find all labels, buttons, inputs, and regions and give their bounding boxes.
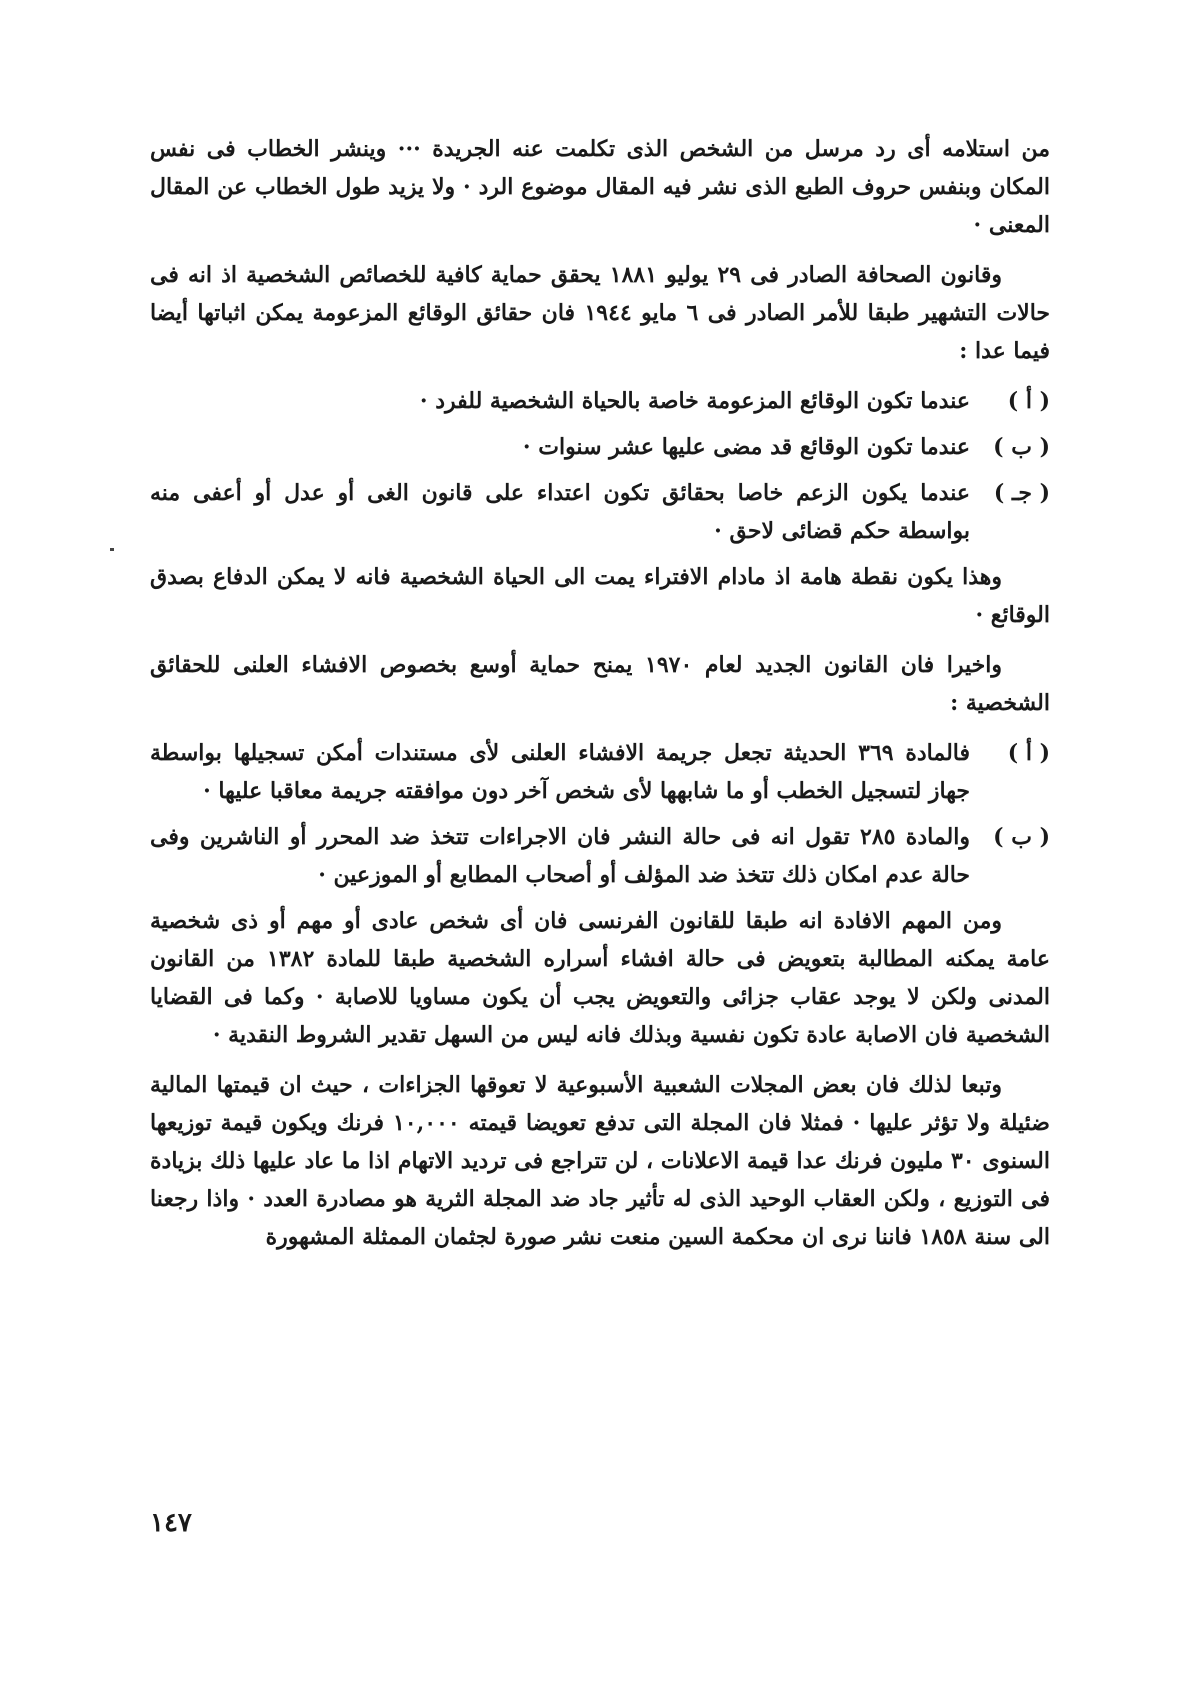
list-1	[150, 382, 1050, 550]
paragraph-6: وتبعا لذلك فان بعض المجلات الشعبية الأسبوعية لا تعوقها الجزاءات ، حيث ان قيمتها المالية ضئيلة ولا تؤثر عليها · فمثلا فان المجلة التى تدفع تعويضا قيمته ١٠,٠٠٠ فرنك ويكون قيمة توزيعها السنوى ٣٠ مليون فرنك عدا قيمة الاعلانات ، لن تتراجع فى ترديد الاتهام اذا ما عاد عليها ذلك بزيادة فى التوزيع ، ولكن العقاب الوحيد الذى له تأثير جاد ضد المجلة الثرية هو مصادرة العدد · واذا رجعنا الى سنة ١٨٥٨ فاننا نرى ان محكمة السين منعت نشر صورة لجثمان الممثلة المشهورة	[150, 1072, 1050, 1250]
list-item	[150, 734, 1050, 810]
list-item-text: فالمادة ٣٦٩ الحديثة تجعل جريمة الافشاء العلنى لأى مستندات أمكن تسجيلها بواسطة جهاز لتسجيل الخطب أو ما شابهها لأى شخص آخر دون موافقته جريمة معاقبا عليها ·	[150, 740, 971, 804]
list-item-label: ( ب )	[993, 434, 1050, 460]
margin-mark	[110, 548, 114, 551]
list-item	[150, 818, 1050, 894]
list-item-text: عندما يكون الزعم خاصا بحقائق تكون اعتداء على قانون الغى أو عدل أو أعفى منه بواسطة حكم قضائى لاحق ·	[150, 480, 970, 544]
paragraph-5: ومن المهم الافادة انه طبقا للقانون الفرنسى فان أى شخص عادى أو مهم أو ذى شخصية عامة يمكنه المطالبة بتعويض فى حالة افشاء أسراره الشخصية طبقا للمادة ١٣٨٢ من القانون المدنى ولكن لا يوجد عقاب جزائى والتعويض يجب أن يكون مساويا للاصابة · وكما فى القضايا الشخصية فان الاصابة عادة تكون نفسية وبذلك فانه ليس من السهل تقدير الشروط النقدية ·	[150, 908, 1050, 1048]
list-item-text: عندما تكون الوقائع قد مضى عليها عشر سنوات ·	[522, 434, 970, 460]
list-item-label: ( أ )	[1007, 388, 1050, 414]
paragraph-1: من استلامه أى رد مرسل من الشخص الذى تكلمت عنه الجريدة ··· وينشر الخطاب فى نفس المكان وبنفس حروف الطبع الذى نشر فيه المقال موضوع الرد · ولا يزيد طول الخطاب عن المقال المعنى ·	[150, 136, 1050, 238]
list-item	[150, 428, 1050, 466]
list-item-text: عندما تكون الوقائع المزعومة خاصة بالحياة الشخصية للفرد ·	[419, 388, 970, 414]
list-item	[150, 474, 1050, 550]
paragraph-4: واخيرا فان القانون الجديد لعام ١٩٧٠ يمنح حماية أوسع بخصوص الافشاء العلنى للحقائق الشخصية :	[150, 652, 1050, 716]
body-text	[150, 130, 1050, 1268]
paragraph-2: وقانون الصحافة الصادر فى ٢٩ يوليو ١٨٨١ يحقق حماية كافية للخصائص الشخصية اذ انه فى حالات التشهير طبقا للأمر الصادر فى ٦ مايو ١٩٤٤ فان حقائق الوقائع المزعومة يمكن اثباتها أيضا فيما عدا :	[150, 262, 1051, 364]
list-item-label: ( أ )	[1007, 740, 1050, 766]
page-number: ١٤٧	[150, 1508, 192, 1538]
paragraph-3: وهذا يكون نقطة هامة اذ مادام الافتراء يمت الى الحياة الشخصية فانه لا يمكن الدفاع بصدق الوقائع ·	[150, 564, 1050, 628]
list-item	[150, 382, 1050, 420]
list-item-text: والمادة ٢٨٥ تقول انه فى حالة النشر فان الاجراءات تتخذ ضد المحرر أو الناشرين وفى حالة عدم امكان ذلك تتخذ ضد المؤلف أو أصحاب المطابع أو الموزعين ·	[150, 824, 970, 888]
list-2	[150, 734, 1050, 894]
list-item-label: ( ب )	[993, 824, 1050, 850]
list-item-label: ( جـ )	[993, 480, 1050, 506]
